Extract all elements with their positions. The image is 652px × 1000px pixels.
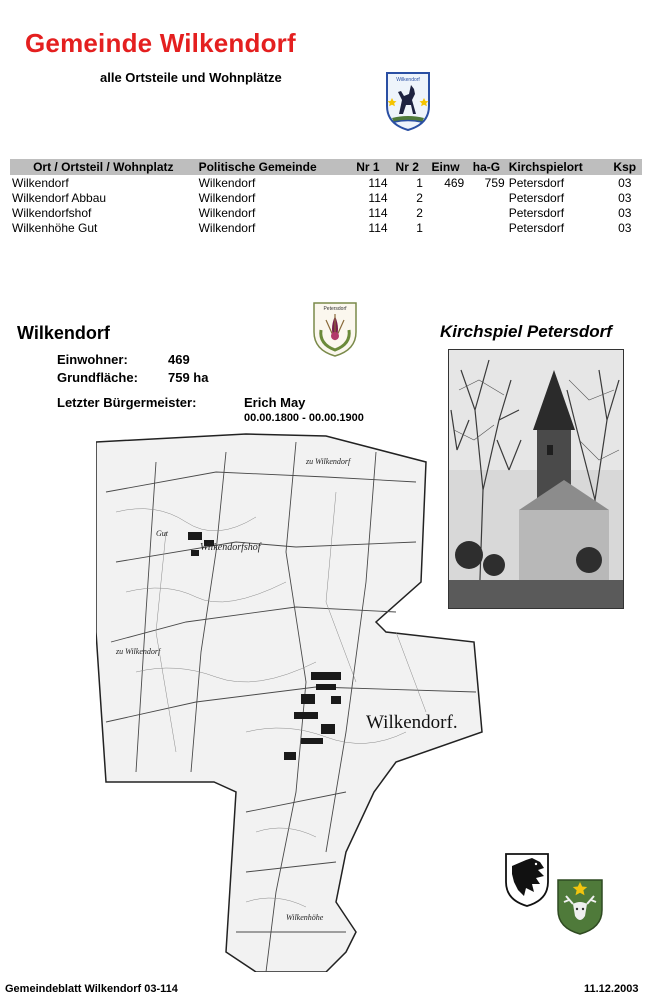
mayor-name: Erich May xyxy=(244,395,306,410)
historic-map xyxy=(96,432,488,972)
col-header-ha: ha-G xyxy=(466,159,506,175)
table-row xyxy=(10,175,642,190)
table-row xyxy=(10,205,642,220)
crest-label: Wilkendorf xyxy=(396,77,420,83)
footer-document-id: Gemeindeblatt Wilkendorf 03-114 xyxy=(5,983,178,995)
cell-gemeinde: Wilkendorf xyxy=(198,190,256,205)
cell-ort: Wilkenhöhe Gut xyxy=(12,220,98,235)
cell-ksp: 03 xyxy=(618,175,632,190)
cell-nr1: 114 xyxy=(368,220,388,235)
page-subtitle: alle Ortsteile und Wohnplätze xyxy=(100,70,282,85)
cell-kirchspielort: Petersdorf xyxy=(508,220,565,235)
cell-einw xyxy=(425,205,466,220)
map-label-wilkendorfshof: Wilkendorfshof xyxy=(200,542,261,553)
crest-label: Petersdorf xyxy=(323,306,347,312)
cell-ha xyxy=(466,220,506,235)
cell-kirchspielort: Petersdorf xyxy=(508,190,565,205)
col-header-ksp: Ksp xyxy=(607,159,642,175)
eagle-crest-icon xyxy=(504,852,550,908)
col-header-gemeinde: Politische Gemeinde xyxy=(197,159,355,175)
cell-einw: 469 xyxy=(444,175,465,190)
page-title: Gemeinde Wilkendorf xyxy=(25,28,296,58)
petersdorf-crest-icon xyxy=(311,300,359,358)
cell-kirchspielort: Petersdorf xyxy=(508,175,565,190)
cell-einw xyxy=(425,220,466,235)
cell-ort: Wilkendorfshof xyxy=(12,205,92,220)
cell-gemeinde: Wilkendorf xyxy=(198,220,256,235)
cell-nr1: 114 xyxy=(368,190,388,205)
cell-ksp: 03 xyxy=(618,205,632,220)
cell-ksp: 03 xyxy=(618,190,632,205)
map-label-zu-wilkendorf-top: zu Wilkendorf xyxy=(306,457,351,466)
wilkendorf-wolf-crest-icon xyxy=(384,70,432,132)
footer-date: 11.12.2003 xyxy=(584,983,639,995)
cell-ort: Wilkendorf xyxy=(12,175,69,190)
table-header-row xyxy=(10,159,642,175)
cell-nr2: 1 xyxy=(416,220,423,235)
cell-ha xyxy=(466,205,506,220)
cell-ort: Wilkendorf Abbau xyxy=(12,190,107,205)
col-header-nr2: Nr 2 xyxy=(390,159,425,175)
einwohner-value: 469 xyxy=(168,352,190,367)
table-row xyxy=(10,220,642,235)
map-label-wilkenhoehe: Wilkenhöhe xyxy=(286,913,324,922)
village-name: Wilkendorf xyxy=(17,323,110,343)
col-header-ort: Ort / Ortsteil / Wohnplatz xyxy=(10,159,197,175)
places-table xyxy=(10,159,642,235)
flaeche-value: 759 ha xyxy=(168,370,209,385)
cell-nr2: 1 xyxy=(416,175,423,190)
cell-gemeinde: Wilkendorf xyxy=(198,175,256,190)
table-row xyxy=(10,190,642,205)
cell-nr1: 114 xyxy=(368,205,388,220)
col-header-nr1: Nr 1 xyxy=(354,159,389,175)
cell-einw xyxy=(425,190,466,205)
einwohner-label: Einwohner: xyxy=(57,352,128,367)
cell-ksp: 03 xyxy=(618,220,632,235)
cell-ha: 759 xyxy=(484,175,505,190)
map-label-gut: Gut xyxy=(156,529,168,538)
mayor-period: 00.00.1800 - 00.00.1900 xyxy=(244,412,364,424)
cell-ha xyxy=(466,190,506,205)
map-label-zu-wilkendorf-mid: zu Wilkendorf xyxy=(116,647,161,656)
cell-nr1: 114 xyxy=(368,175,388,190)
cell-kirchspielort: Petersdorf xyxy=(508,205,565,220)
stag-crest-icon xyxy=(556,878,604,936)
col-header-kirchspielort: Kirchspielort xyxy=(507,159,608,175)
kirchspiel-title: Kirchspiel Petersdorf xyxy=(440,322,612,341)
cell-nr2: 2 xyxy=(416,190,423,205)
cell-nr2: 2 xyxy=(416,205,423,220)
cell-gemeinde: Wilkendorf xyxy=(198,205,256,220)
flaeche-label: Grundfläche: xyxy=(57,370,138,385)
map-label-wilkendorf: Wilkendorf. xyxy=(366,712,458,733)
mayor-label: Letzter Bürgermeister: xyxy=(57,395,197,410)
col-header-einw: Einw xyxy=(425,159,466,175)
